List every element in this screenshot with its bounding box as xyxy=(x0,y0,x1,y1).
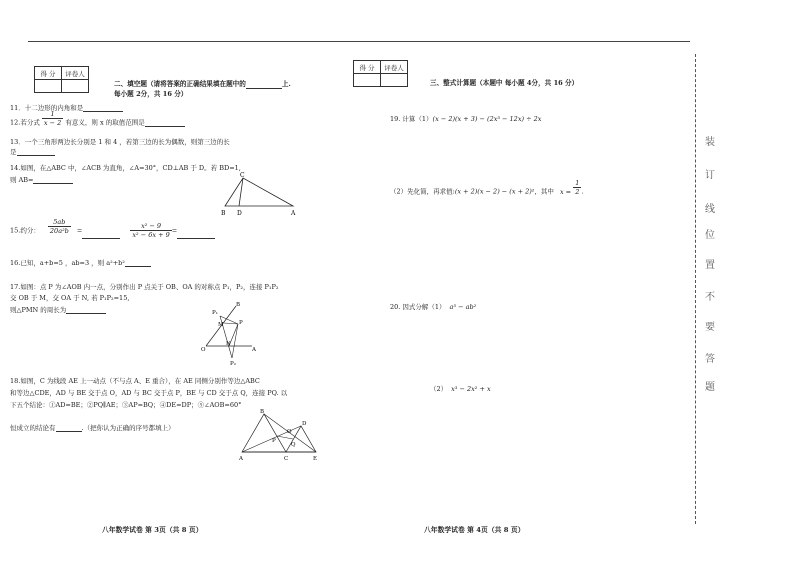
question-13-line1: 13．一个三角形两边长分别是 1 和 4 ，若第三边的长为偶数，则第三边的长 xyxy=(10,138,230,146)
question-20-2-prefix: （2） xyxy=(430,385,448,393)
answer-blank-15-1[interactable] xyxy=(82,232,120,239)
footer-right: 八年数学试卷 第 4页（共 8 页） xyxy=(424,526,525,534)
question-17-line3 xyxy=(10,306,106,314)
segment-pq xyxy=(277,436,293,439)
question-15 xyxy=(10,218,215,239)
label-a: A xyxy=(239,456,243,462)
answer-blank-14[interactable] xyxy=(33,177,73,184)
question-18-line4 xyxy=(10,424,175,432)
segment-pp2 xyxy=(232,324,238,358)
triangle-abc xyxy=(242,414,286,452)
label-q: Q xyxy=(291,442,296,448)
triangle-figure-q14 xyxy=(215,170,305,220)
label-b: B xyxy=(221,210,226,217)
label-a: A xyxy=(252,347,256,353)
label-e: E xyxy=(313,456,318,462)
question-19-2-variable: x = xyxy=(559,187,572,196)
label-d: D xyxy=(302,421,307,427)
question-19-expression: (x − 2)(x + 3) − (2x³ − 12x) ÷ 2x xyxy=(432,115,542,123)
answer-blank-18[interactable] xyxy=(56,425,82,432)
question-19-2-prefix: （2）先化简，再求值: xyxy=(390,187,455,196)
grader-label: 评卷人 xyxy=(381,61,408,74)
binding-char: 线 xyxy=(705,204,715,215)
label-p: P xyxy=(272,438,276,444)
binding-char: 答 xyxy=(705,354,715,365)
label-p2: P₂ xyxy=(230,361,236,366)
score-cell[interactable] xyxy=(35,80,62,93)
binding-char: 题 xyxy=(705,382,715,393)
question-19-prefix: 19. 计算（1） xyxy=(390,115,433,123)
triangle-abc xyxy=(225,178,293,206)
question-13-line2 xyxy=(10,148,55,156)
footer-left: 八年数学试卷 第 3页（共 8 页） xyxy=(102,526,203,534)
altitude-cd xyxy=(239,178,243,206)
section-3-title: 三、整式计算题（本题中 每小题 4分，共 16 分） xyxy=(430,79,579,87)
question-12-prefix: 12.若分式 xyxy=(10,118,40,127)
score-table-left xyxy=(34,66,89,93)
equilateral-figure-q18 xyxy=(236,406,322,464)
question-14-line1: 14.如图，在△ABC 中，∠ACB 为直角，∠A=30°，CD⊥AB 于 D。若 BD=1, xyxy=(10,164,241,172)
score-cell[interactable] xyxy=(354,74,381,87)
question-14-line2-text: 则 AB= xyxy=(10,176,34,184)
question-14-line2 xyxy=(10,176,73,184)
score-label: 得 分 xyxy=(354,61,381,74)
angle-figure-q17 xyxy=(198,298,260,366)
fraction-numerator: 5ab xyxy=(48,218,71,227)
binding-char: 不 xyxy=(705,292,715,303)
question-16 xyxy=(10,259,151,267)
section-2-subtitle: 每小题 2分，共 16 分） xyxy=(114,90,188,98)
fraction-denominator: 2 xyxy=(575,188,580,196)
question-16-text: 16.已知，a+b=5 ，ab=3 ，则 a²+b² xyxy=(10,259,125,267)
question-18-line2: 和等边△CDE，AD 与 BE 交于点 O，AD 与 BC 交于点 P，BE 与 CD 交于点 Q，连接 PQ. 以 xyxy=(10,389,288,397)
score-label: 得 分 xyxy=(35,67,62,80)
question-20-2-expression: x³ − 2x² + x xyxy=(451,385,491,393)
question-17-line3-text: 则△PMN 的周长为 xyxy=(10,306,67,314)
label-a: A xyxy=(291,210,296,217)
fraction-q15-1 xyxy=(48,218,71,235)
binding-char: 装 xyxy=(705,137,715,148)
label-b: B xyxy=(260,409,265,415)
question-20-1-expression: a³ − ab² xyxy=(449,303,477,311)
fraction-numerator: 1 xyxy=(42,110,63,119)
section-2-title-text: 二、填空题（请将答案的正确结果填在题中的 xyxy=(114,80,246,88)
answer-blank-15-2[interactable] xyxy=(177,232,215,239)
equals-sign: = xyxy=(76,226,83,235)
section-2-title xyxy=(114,79,291,89)
label-p: P xyxy=(239,320,243,326)
answer-blank-13[interactable] xyxy=(17,149,55,156)
label-c: C xyxy=(284,456,289,462)
binding-char: 位 xyxy=(705,230,715,241)
question-12 xyxy=(10,110,185,127)
fraction-numerator: 1 xyxy=(575,179,580,187)
label-c: C xyxy=(240,172,245,179)
equals-sign: = xyxy=(171,226,178,235)
grader-cell[interactable] xyxy=(62,80,89,93)
header-rule xyxy=(28,41,690,42)
grader-label: 评卷人 xyxy=(62,67,89,80)
label-o: O xyxy=(287,429,292,435)
question-20-1 xyxy=(390,303,476,311)
label-p1: P₁ xyxy=(212,310,218,316)
binding-char: 订 xyxy=(705,170,715,181)
question-17-line1: 17.如图：点 P 为∠AOB 内一点，分别作出 P 点关于 OB、OA 的对称点 P₁，P₂，连接 P₁P₂ xyxy=(10,283,279,291)
question-18-line1: 18.如图，C 为线段 AE 上一动点（不与点 A、E 重合），在 AE 同侧分别作等边△ABC xyxy=(10,377,260,385)
label-b: B xyxy=(236,302,241,308)
question-12-suffix: 有意义，则 x 的取值范围是 xyxy=(65,118,145,127)
question-11-text: 11．十二边形的内角和是 xyxy=(10,104,84,112)
question-19-2-expression: (x + 2)(x − 2) − (x + 2)² xyxy=(454,187,535,196)
fraction-denominator: 20a²b xyxy=(49,227,69,235)
fraction-numerator: x² − 9 xyxy=(130,222,171,231)
answer-blank-12[interactable] xyxy=(145,120,185,127)
binding-dashed-line xyxy=(695,54,696,524)
fraction-denominator: x − 2 xyxy=(43,119,62,127)
binding-char: 要 xyxy=(705,322,715,333)
answer-blank-17[interactable] xyxy=(66,307,106,314)
question-19-2-end: . xyxy=(581,187,584,196)
label-m: M xyxy=(218,322,224,328)
question-15-prefix: 15.约分： xyxy=(10,226,40,235)
label-n: N xyxy=(226,341,231,347)
section-2-title-blank xyxy=(246,82,282,89)
binding-char: 置 xyxy=(705,260,715,271)
question-19-2-mid: ，其中 xyxy=(534,187,554,196)
question-20-2 xyxy=(430,385,491,393)
grader-cell[interactable] xyxy=(381,74,408,87)
question-19-1 xyxy=(390,115,541,123)
question-18-line4-end: .（把你认为正确的序号都填上） xyxy=(81,424,175,432)
answer-blank-11[interactable] xyxy=(83,105,123,112)
label-d: D xyxy=(237,210,242,217)
question-18-line3: 下五个结论：①AD=BE；②PQ∥AE；③AP=BQ；④DE=DP；⑤∠AOB=60° xyxy=(10,401,242,409)
question-17-line2: 交 OB 于 M，交 OA 于 N, 若 P₁P₂=15, xyxy=(10,294,130,302)
answer-blank-16[interactable] xyxy=(125,260,151,267)
question-11 xyxy=(10,104,123,112)
question-20-prefix: 20. 因式分解（1） xyxy=(390,303,446,311)
fraction-denominator: x² − 6x + 9 xyxy=(132,231,170,239)
fraction-q12 xyxy=(42,110,63,127)
score-table-right xyxy=(353,60,408,87)
fraction-q15-2 xyxy=(130,222,171,239)
question-19-2 xyxy=(390,179,584,196)
section-2-title-end: 上. xyxy=(281,80,291,88)
question-18-line4-text: 恒成立的结论有 xyxy=(10,424,56,432)
label-o: O xyxy=(201,347,206,353)
question-13-line2-text: 是 xyxy=(10,148,17,156)
